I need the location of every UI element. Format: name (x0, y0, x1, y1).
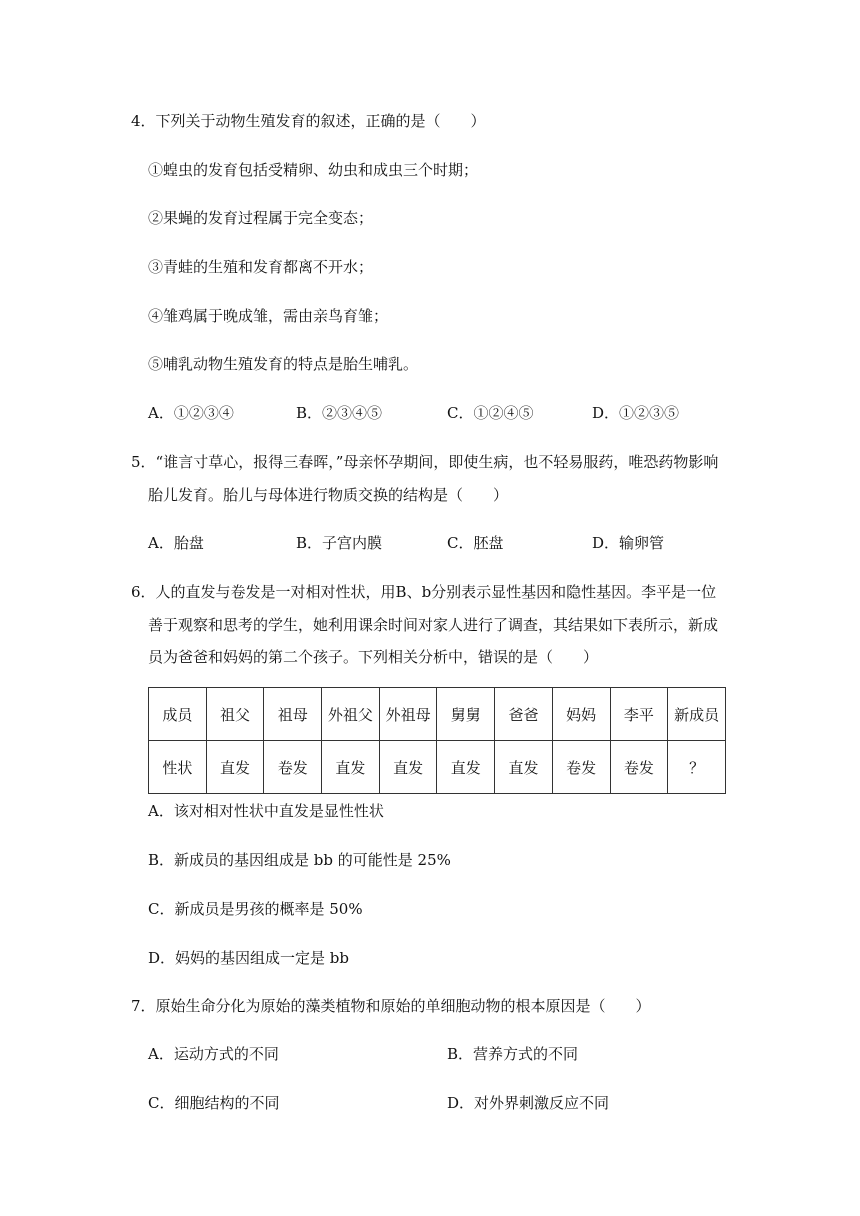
table-cell: ？ (668, 741, 726, 794)
q5-stem-line1: 5．“谁言寸草心，报得三春晖，”母亲怀孕期间，即使生病，也不轻易服药，唯恐药物影响 (131, 453, 719, 471)
q6-option-c: C．新成员是男孩的概率是 50% (148, 900, 363, 918)
q5-stem-line2: 胎儿发育。胎儿与母体进行物质交换的结构是（ ） (148, 486, 509, 504)
q7-option-d: D．对外界刺激反应不同 (447, 1094, 610, 1112)
table-cell: 直发 (495, 741, 553, 794)
q6-stem-line2: 善于观察和思考的学生，她利用课余时间对家人进行了调查，其结果如下表所示，新成 (148, 616, 719, 634)
table-cell: 外祖父 (322, 688, 380, 741)
q6-option-b: B．新成员的基因组成是 bb 的可能性是 25% (148, 851, 451, 869)
q4-option-c: C．①②④⑤ (447, 404, 534, 422)
table-cell: 新成员 (668, 688, 726, 741)
q7-option-a: A．运动方式的不同 (148, 1045, 279, 1063)
q6-option-d: D．妈妈的基因组成一定是 bb (148, 949, 349, 967)
table-cell: 直发 (437, 741, 495, 794)
table-cell: 卷发 (610, 741, 668, 794)
q4-option-b: B．②③④⑤ (296, 404, 383, 422)
q4-statement-2: ②果蝇的发育过程属于完全变态； (148, 209, 374, 227)
q6-stem-line1: 6．人的直发与卷发是一对相对性状，用B、b分别表示显性基因和隐性基因。李平是一位 (131, 583, 717, 601)
q7-option-c: C．细胞结构的不同 (148, 1094, 280, 1112)
table-cell: 成员 (149, 688, 207, 741)
q7-option-b: B．营养方式的不同 (447, 1045, 579, 1063)
q5-option-d: D．输卵管 (592, 534, 665, 552)
family-trait-table (148, 687, 726, 794)
q4-option-d: D．①②③⑤ (592, 404, 680, 422)
q4-statement-1: ①蝗虫的发育包括受精卵、幼虫和成虫三个时期； (148, 161, 479, 179)
q7-stem: 7．原始生命分化为原始的藻类植物和原始的单细胞动物的根本原因是（ ） (131, 997, 651, 1015)
q4-statement-4: ④雏鸡属于晚成雏，需由亲鸟育雏； (148, 307, 389, 325)
q4-statement-3: ③青蛙的生殖和发育都离不开水； (148, 258, 374, 276)
table-cell: 外祖母 (379, 688, 437, 741)
table-cell: 李平 (610, 688, 668, 741)
q6-option-a: A．该对相对性状中直发是显性性状 (148, 802, 384, 820)
table-cell: 直发 (206, 741, 264, 794)
table-cell: 直发 (322, 741, 380, 794)
q5-option-a: A．胎盘 (148, 534, 204, 552)
table-cell: 祖母 (264, 688, 322, 741)
table-row (149, 741, 726, 794)
q4-option-a: A．①②③④ (148, 404, 234, 422)
q5-option-b: B．子宫内膜 (296, 534, 383, 552)
table-cell: 妈妈 (552, 688, 610, 741)
q6-stem-line3: 员为爸爸和妈妈的第二个孩子。下列相关分析中，错误的是（ ） (148, 648, 599, 666)
table-cell: 性状 (149, 741, 207, 794)
table-row (149, 688, 726, 741)
table-cell: 直发 (379, 741, 437, 794)
table-cell: 卷发 (264, 741, 322, 794)
table-cell: 卷发 (552, 741, 610, 794)
q4-statement-5: ⑤哺乳动物生殖发育的特点是胎生哺乳。 (148, 355, 419, 373)
q5-option-c: C．胚盘 (447, 534, 504, 552)
table-cell: 舅舅 (437, 688, 495, 741)
q4-stem: 4．下列关于动物生殖发育的叙述，正确的是（ ） (131, 112, 486, 130)
table-cell: 祖父 (206, 688, 264, 741)
table-cell: 爸爸 (495, 688, 553, 741)
